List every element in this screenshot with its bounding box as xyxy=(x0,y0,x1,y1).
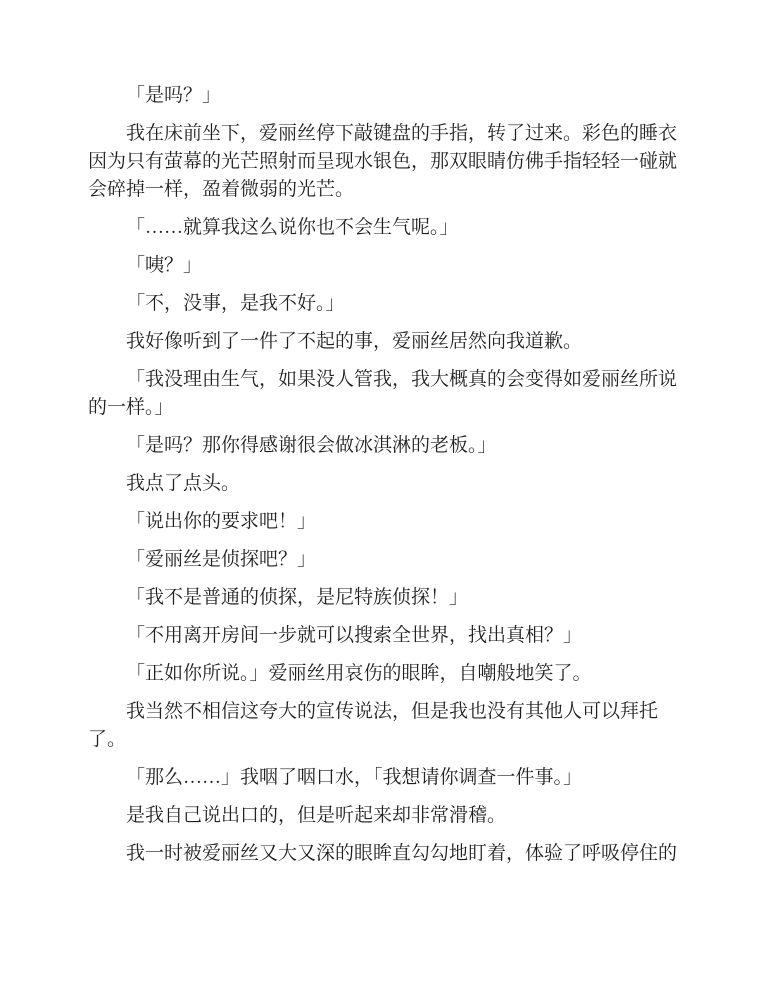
paragraph: 「是吗？那你得感谢很会做冰淇淋的老板。」 xyxy=(126,435,497,456)
paragraph: 「……就算我这么说你也不会生气呢。」 xyxy=(126,217,459,238)
paragraph: 「咦？」 xyxy=(126,255,203,276)
paragraph: 「我不是普通的侦探，是尼特族侦探！」 xyxy=(126,587,469,608)
page-text xyxy=(88,82,679,878)
paragraph: 「我没理由生气，如果没人管我，我大概真的会变得如爱丽丝所说的一样。」 xyxy=(88,369,678,418)
paragraph: 「爱丽丝是侦探吧？」 xyxy=(126,549,317,570)
paragraph: 我一时被爱丽丝又大又深的眼眸直勾勾地盯着，体验了呼吸停住的 xyxy=(126,843,678,864)
paragraph: 我点了点头。 xyxy=(126,473,241,494)
paragraph: 我当然不相信这夸大的宣传说法，但是我也没有其他人可以拜托了。 xyxy=(88,701,659,750)
paragraph: 「说出你的要求吧！」 xyxy=(126,511,317,532)
paragraph: 「那么……」我咽了咽口水，「我想请你调查一件事。」 xyxy=(126,767,583,788)
paragraph: 「不，没事，是我不好。」 xyxy=(126,293,345,314)
paragraph: 「不用离开房间一步就可以搜索全世界，找出真相？」 xyxy=(126,625,583,646)
paragraph: 我好像听到了一件了不起的事，爱丽丝居然向我道歉。 xyxy=(126,331,583,352)
paragraph: 是我自己说出口的，但是听起来却非常滑稽。 xyxy=(126,805,507,826)
paragraph: 「正如你所说。」爱丽丝用哀伤的眼眸，自嘲般地笑了。 xyxy=(126,663,592,684)
paragraph: 我在床前坐下，爱丽丝停下敲键盘的手指，转了过来。彩色的睡衣因为只有萤幕的光芒照射而呈现水银色，那双眼睛仿佛手指轻轻一碰就会碎掉一样，盈着微弱的光芒。 xyxy=(88,123,678,200)
paragraph: 「是吗？」 xyxy=(126,85,222,106)
